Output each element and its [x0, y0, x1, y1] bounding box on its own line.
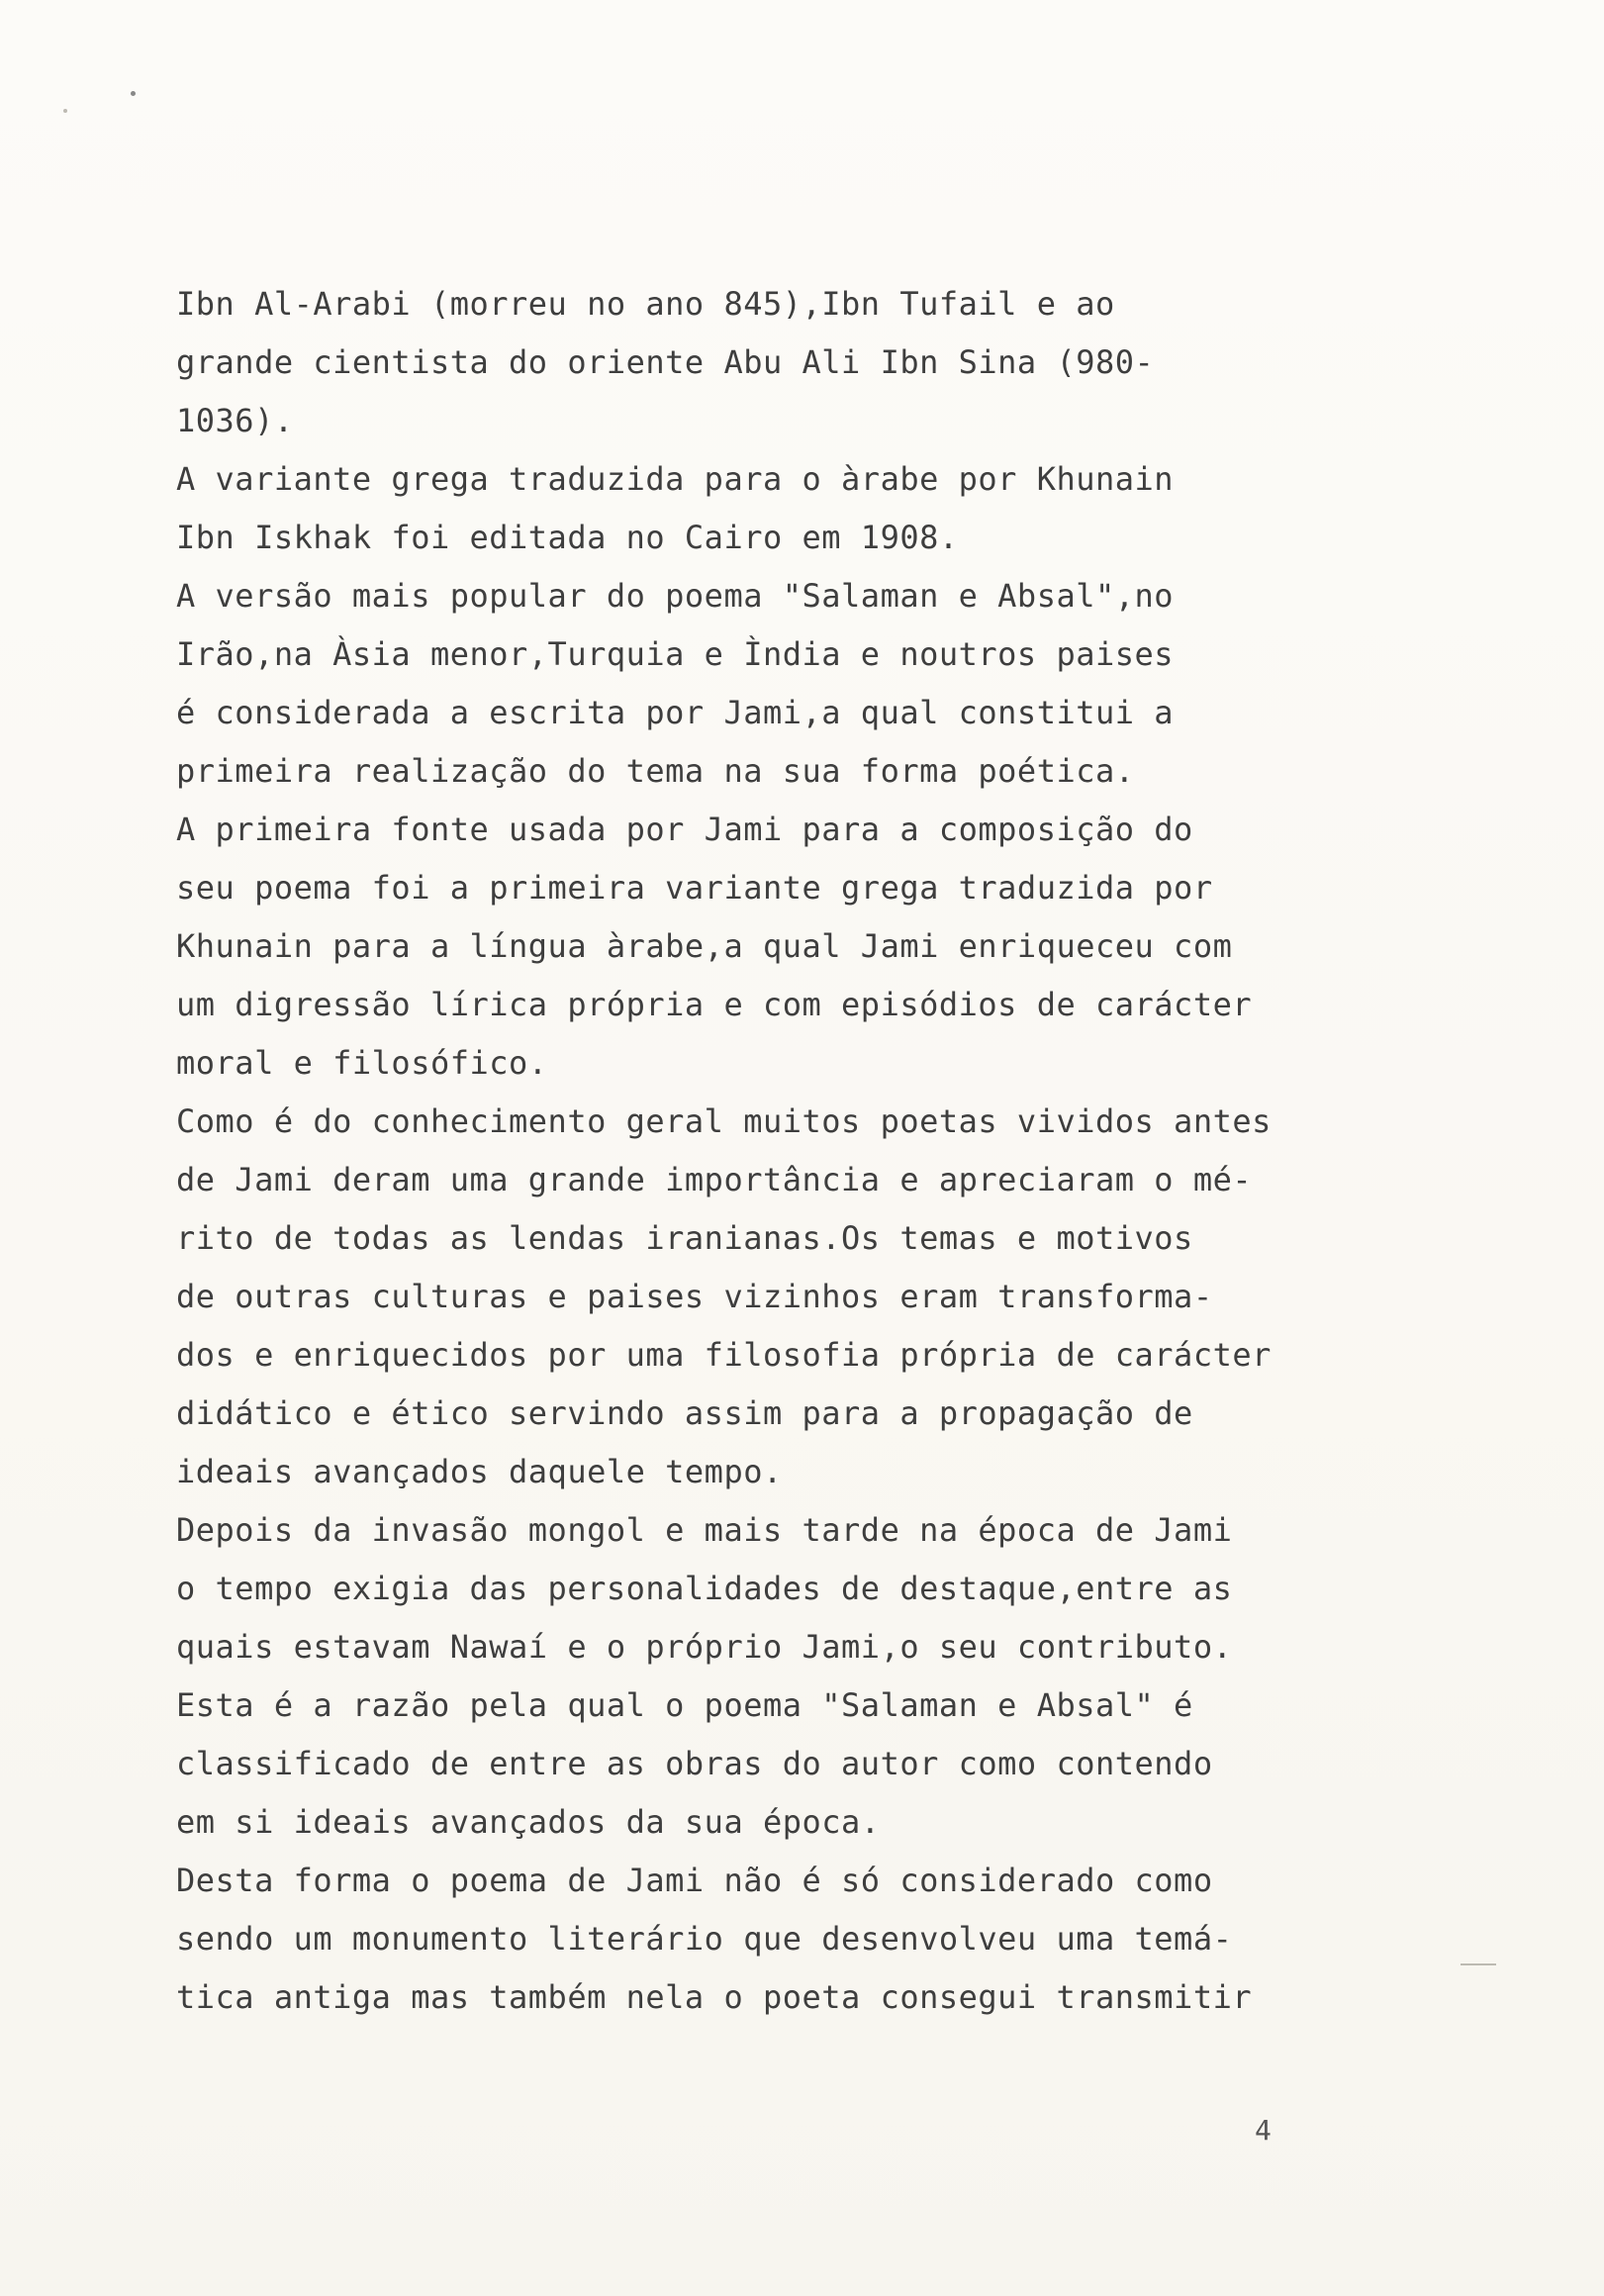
- paper-speck: [63, 109, 67, 113]
- text-line: grande cientista do oriente Abu Ali Ibn Sina (980-: [176, 343, 1155, 381]
- text-line: de Jami deram uma grande importância e apreciaram o mé-: [176, 1161, 1253, 1198]
- text-line: seu poema foi a primeira variante grega traduzida por: [176, 869, 1213, 907]
- text-line: rito de todas as lendas iranianas.Os temas e motivos: [176, 1219, 1193, 1257]
- text-line: Desta forma o poema de Jami não é só considerado como: [176, 1862, 1213, 1899]
- text-line: primeira realização do tema na sua forma poética.: [176, 752, 1135, 790]
- text-line: A primeira fonte usada por Jami para a composição do: [176, 811, 1193, 848]
- text-line: moral e filosófico.: [176, 1044, 548, 1082]
- text-line: classificado de entre as obras do autor como contendo: [176, 1745, 1213, 1782]
- text-line: sendo um monumento literário que desenvolveu uma temá-: [176, 1920, 1233, 1958]
- paper-mark: [1461, 1963, 1496, 1965]
- text-line: A versão mais popular do poema "Salaman e Absal",no: [176, 577, 1175, 615]
- text-line: um digressão lírica própria e com episódios de carácter: [176, 986, 1253, 1023]
- text-line: dos e enriquecidos por uma filosofia própria de carácter: [176, 1336, 1272, 1374]
- text-line: em si ideais avançados da sua época.: [176, 1803, 881, 1841]
- text-line: Ibn Iskhak foi editada no Cairo em 1908.: [176, 519, 959, 556]
- text-line: Ibn Al-Arabi (morreu no ano 845),Ibn Tufail e ao: [176, 285, 1115, 323]
- text-line: Depois da invasão mongol e mais tarde na época de Jami: [176, 1511, 1233, 1549]
- text-line: ideais avançados daquele tempo.: [176, 1453, 783, 1490]
- text-line: quais estavam Nawaí e o próprio Jami,o seu contributo.: [176, 1628, 1233, 1666]
- page-number: 4: [1255, 2114, 1272, 2147]
- text-line: Khunain para a língua àrabe,a qual Jami enriqueceu com: [176, 927, 1233, 965]
- text-line: Irão,na Àsia menor,Turquia e Ìndia e noutros paises: [176, 635, 1175, 673]
- text-line: A variante grega traduzida para o àrabe por Khunain: [176, 460, 1175, 498]
- text-line: de outras culturas e paises vizinhos eram transforma-: [176, 1278, 1213, 1315]
- text-line: Como é do conhecimento geral muitos poetas vividos antes: [176, 1102, 1272, 1140]
- text-line: Esta é a razão pela qual o poema "Salaman e Absal" é: [176, 1686, 1193, 1724]
- text-line: 1036).: [176, 402, 294, 439]
- text-line: o tempo exigia das personalidades de destaque,entre as: [176, 1570, 1233, 1607]
- paper-speck: [131, 91, 136, 96]
- text-line: tica antiga mas também nela o poeta consegui transmitir: [176, 1978, 1253, 2016]
- text-line: didático e ético servindo assim para a propagação de: [176, 1394, 1193, 1432]
- typed-text-block: [176, 275, 1284, 2027]
- text-line: é considerada a escrita por Jami,a qual constitui a: [176, 694, 1175, 731]
